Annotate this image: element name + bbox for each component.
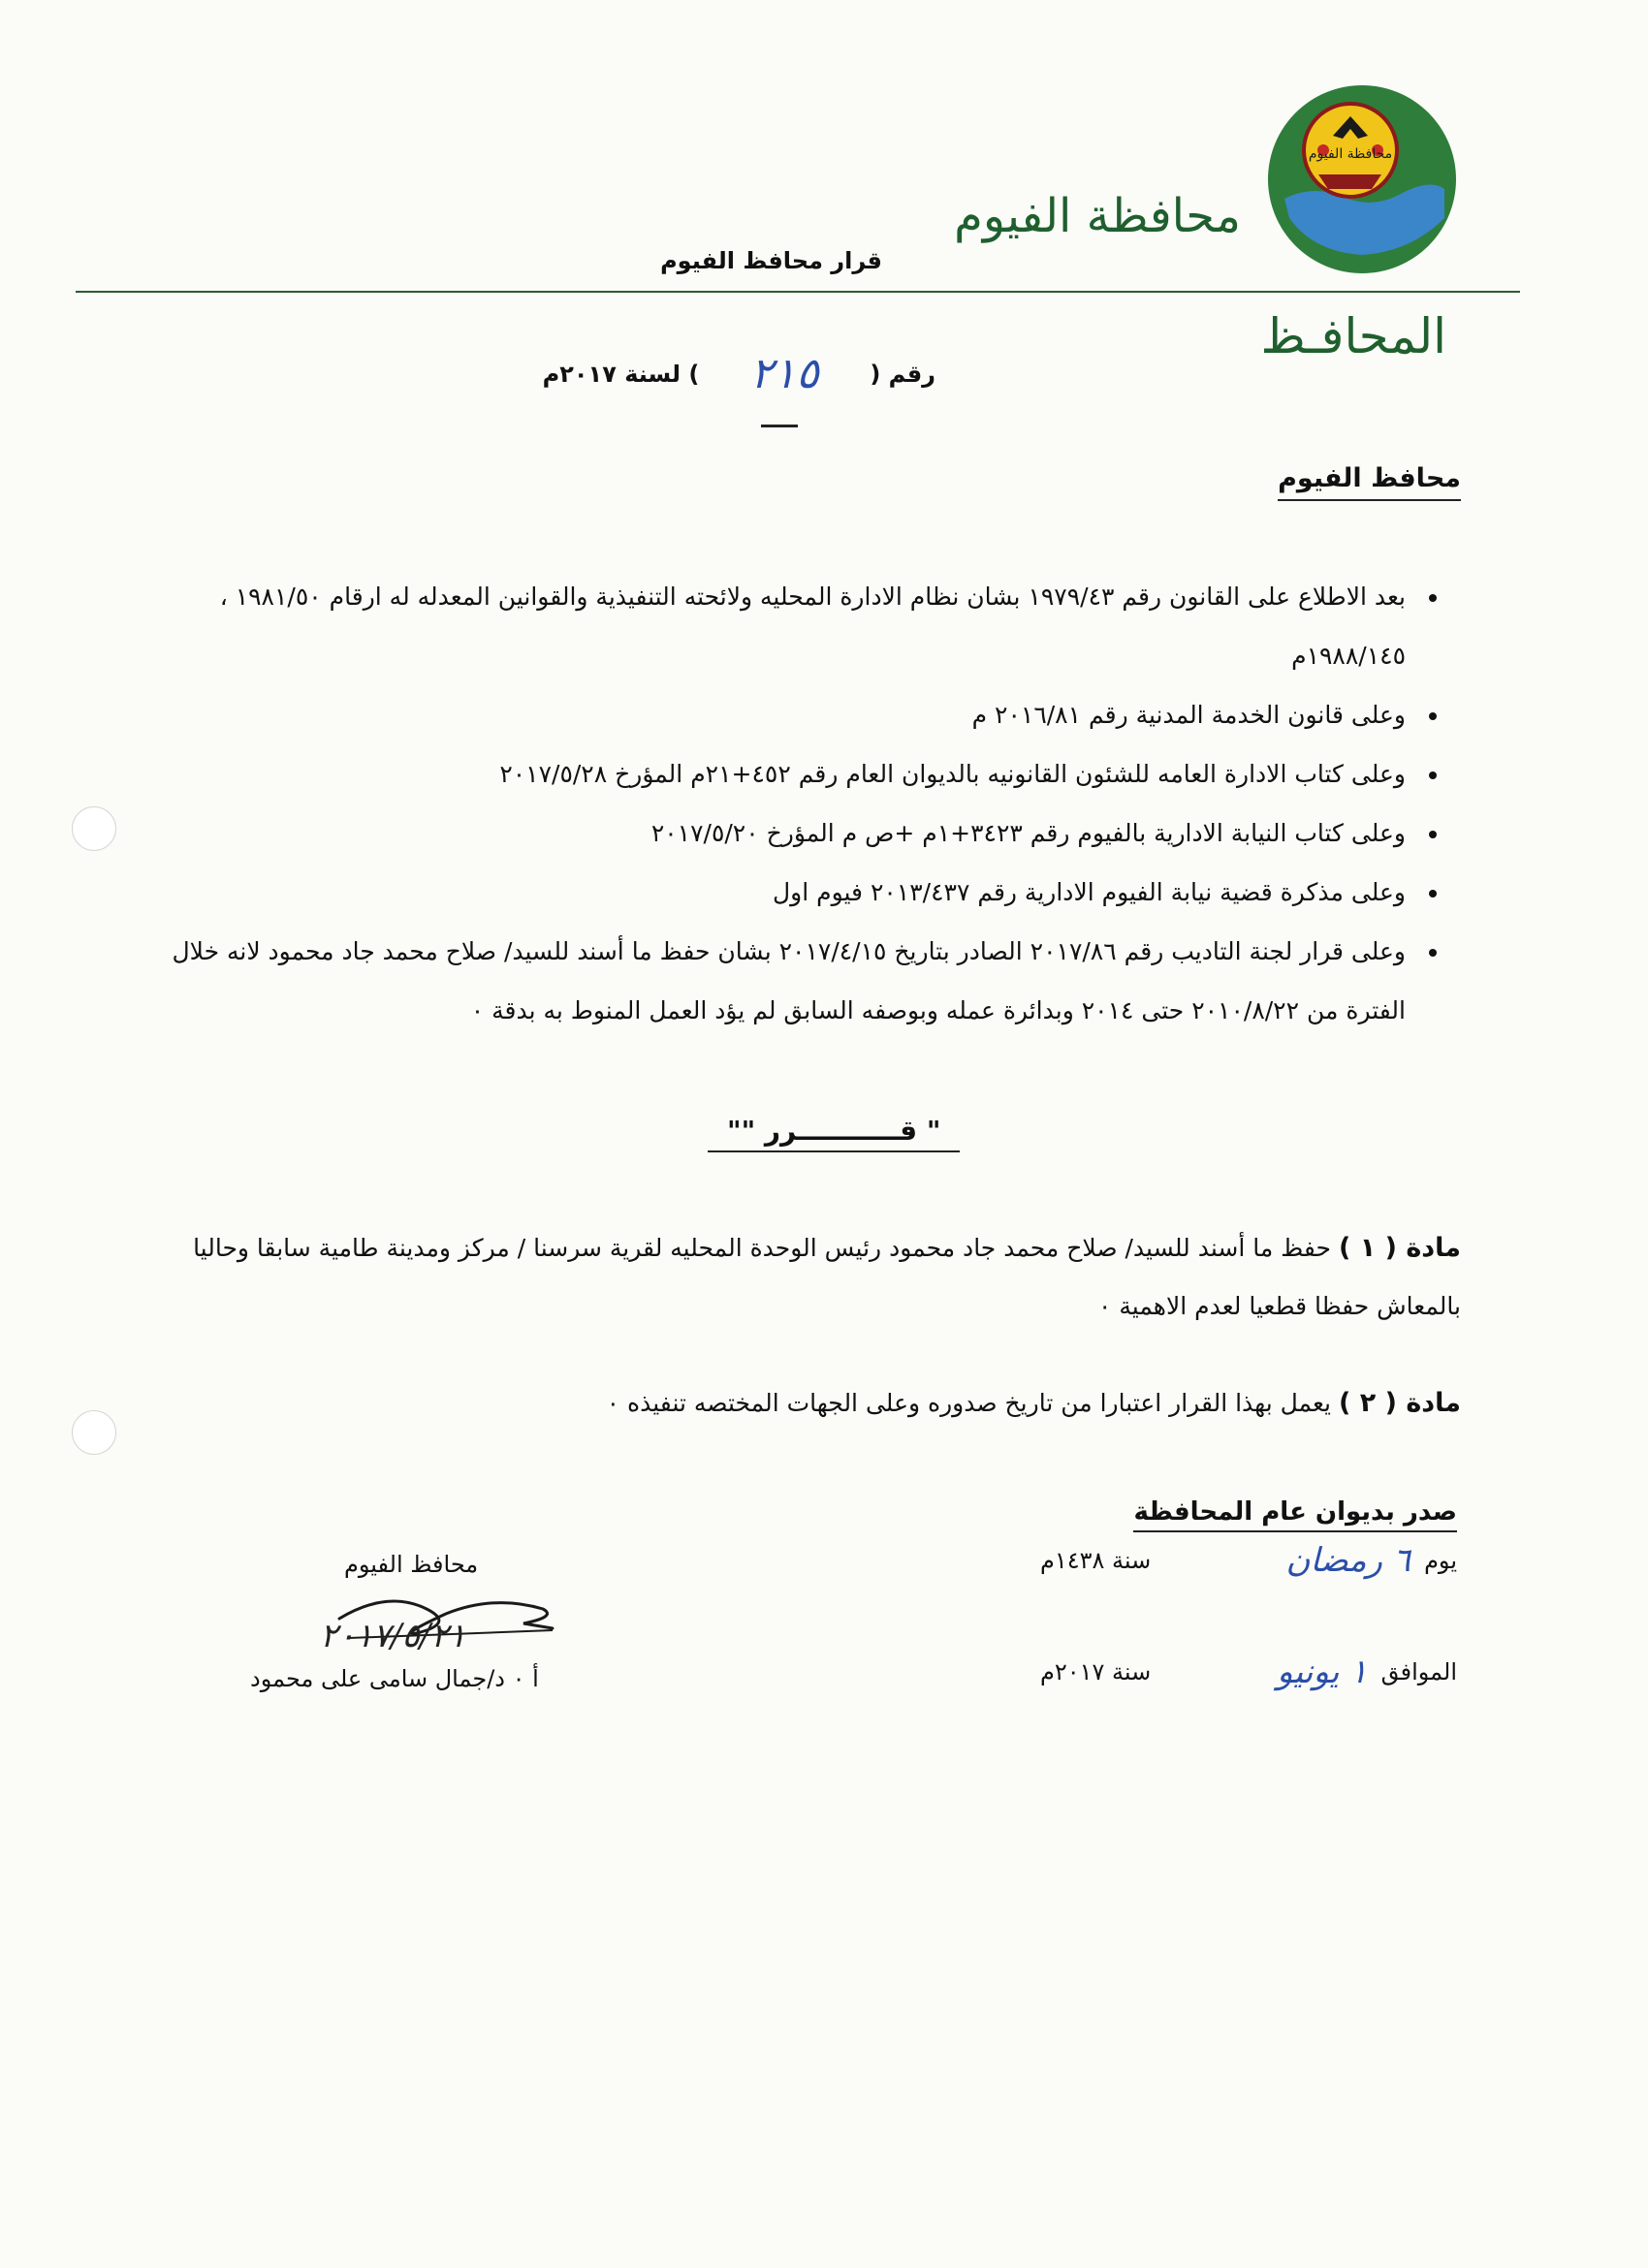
list-item: • بعد الاطلاع على القانون رقم ١٩٧٩/٤٣ بشان نظام الادارة المحليه ولائحته التنفيذية والقوانين المعدله له ارقام ١٩٨١/٥٠ ، ١٩٨٨/١٤٥م bbox=[136, 567, 1415, 685]
decision-number-line bbox=[543, 349, 935, 398]
hijri-label: يوم bbox=[1424, 1547, 1457, 1574]
article-label: مادة ( ١ ) bbox=[1338, 1233, 1461, 1263]
hijri-year: سنة ١٤٣٨م bbox=[1040, 1547, 1152, 1574]
decision-number-handwritten: ٢١٥ bbox=[749, 349, 819, 398]
svg-text:محافظة الفيوم: محافظة الفيوم bbox=[1308, 146, 1393, 162]
decision-title: قرار محافظ الفيوم bbox=[660, 247, 882, 274]
article-label: مادة ( ٢ ) bbox=[1338, 1388, 1461, 1418]
list-item: • وعلى مذكرة قضية نيابة الفيوم الادارية رقم ٢٠١٣/٤٣٧ فيوم اول bbox=[136, 863, 1415, 922]
article-1 bbox=[136, 1219, 1461, 1336]
article-2 bbox=[562, 1374, 1461, 1433]
gregorian-label: الموافق bbox=[1380, 1658, 1457, 1685]
decree-heading: " قـــــــــــرر "" bbox=[708, 1115, 960, 1152]
issuance-heading: صدر بديوان عام المحافظة bbox=[1133, 1497, 1457, 1532]
gregorian-year: سنة ٢٠١٧م bbox=[1040, 1658, 1152, 1685]
list-item: • وعلى قانون الخدمة المدنية رقم ٢٠١٦/٨١ م bbox=[136, 685, 1415, 744]
separator-dash bbox=[761, 425, 798, 427]
list-item: • وعلى كتاب الادارة العامه للشئون القانونيه بالديوان العام رقم ٤٥٢+٢١م المؤرخ ٢٠١٧/٥/٢٨ bbox=[136, 744, 1415, 803]
recitals-list bbox=[136, 567, 1444, 1040]
year-label: ) لسنة ٢٠١٧م bbox=[542, 360, 700, 388]
list-item: • وعلى قرار لجنة التاديب رقم ٢٠١٧/٨٦ الصادر بتاريخ ٢٠١٧/٤/١٥ بشان حفظ ما أسند للسيد/ صلاح محمد جاد محمود لانه خلال الفترة من ٢٠١٠/٨/٢٢ حتى ٢٠١٤ وبدائرة عمله وبوصفه السابق لم يؤد العمل المنوط به بدقة ٠ bbox=[136, 922, 1415, 1040]
office-title: المحافـظ bbox=[1260, 308, 1446, 364]
hijri-date-row bbox=[1040, 1541, 1457, 1580]
number-label: رقم ( bbox=[870, 360, 935, 388]
governorate-name: محافظة الفيوم bbox=[954, 189, 1241, 243]
gregorian-date-handwritten: ١ يونيو bbox=[1277, 1653, 1368, 1691]
punch-hole-bottom bbox=[72, 1410, 116, 1455]
signatory-title: محافظ الفيوم bbox=[344, 1551, 479, 1578]
article-text: يعمل بهذا القرار اعتبارا من تاريخ صدوره وعلى الجهات المختصه تنفيذه ٠ bbox=[606, 1389, 1332, 1417]
article-text: حفظ ما أسند للسيد/ صلاح محمد جاد محمود رئيس الوحدة المحليه لقرية سرسنا / مركز ومدينة طامية سابقا وحاليا بالمعاش حفظا قطعيا لعدم الاهمية ٠ bbox=[193, 1234, 1461, 1320]
list-item: • وعلى كتاب النيابة الادارية بالفيوم رقم ٣٤٢٣+١م +ص م المؤرخ ٢٠١٧/٥/٢٠ bbox=[136, 803, 1415, 863]
addressee-heading: محافظ الفيوم bbox=[1278, 463, 1461, 501]
signature-date-handwritten: ٢٠١٧/٥/٢١ bbox=[320, 1617, 466, 1655]
punch-hole-top bbox=[72, 806, 116, 851]
hijri-date-handwritten: ٦ رمضان bbox=[1285, 1541, 1411, 1580]
header-divider bbox=[76, 291, 1520, 293]
governorate-seal-logo bbox=[1265, 82, 1459, 276]
gregorian-date-row bbox=[1040, 1653, 1457, 1691]
signatory-name: أ ٠ د/جمال سامى على محمود bbox=[250, 1665, 539, 1692]
